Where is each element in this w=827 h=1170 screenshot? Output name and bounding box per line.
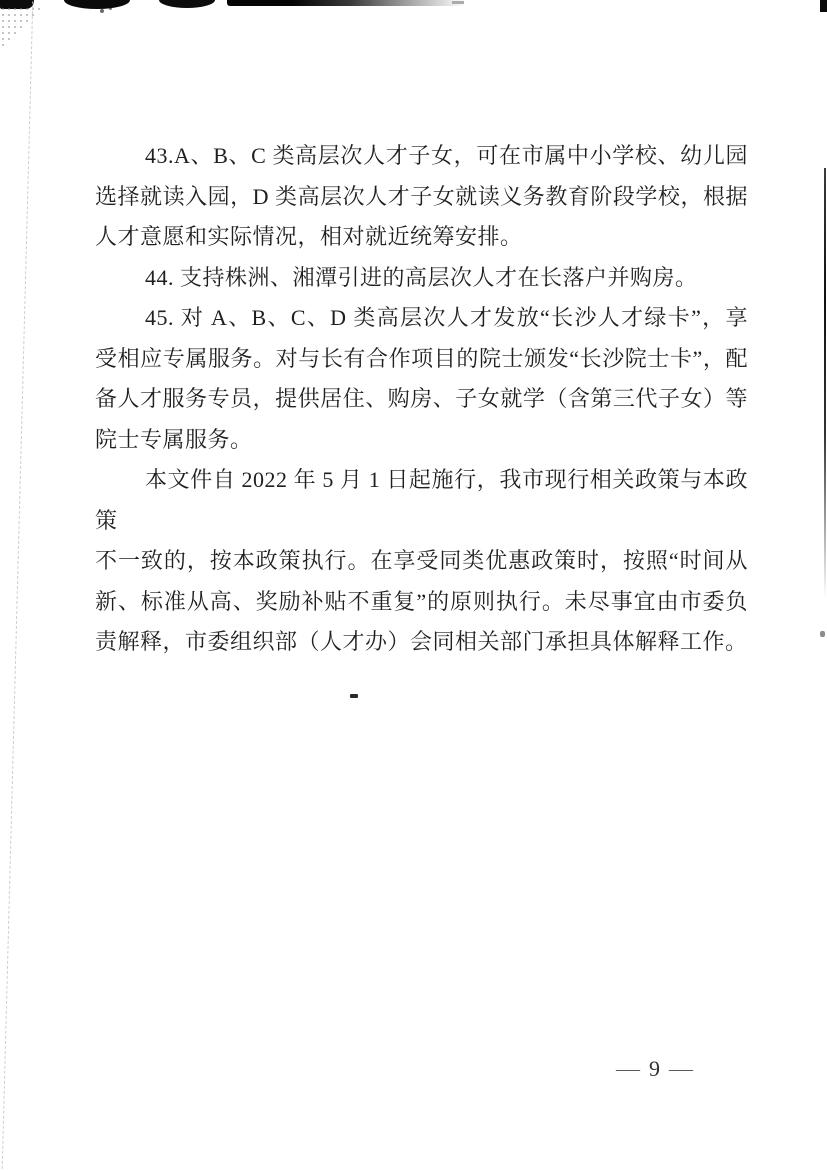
text-line: 不一致的，按本政策执行。在享受同类优惠政策时，按照“时间从 bbox=[95, 548, 748, 573]
text-line: 责解释，市委组织部（人才办）会同相关部门承担具体解释工作。 bbox=[95, 629, 748, 654]
text-line: 受相应专属服务。对与长有合作项目的院士颁发“长沙院士卡”，配 bbox=[95, 345, 748, 371]
page-number bbox=[618, 1056, 691, 1082]
scan-artifact-right-edge-line bbox=[824, 168, 826, 598]
text-line: 45. 对 A、B、C、D 类高层次人才发放“长沙人才绿卡”，享 bbox=[145, 305, 748, 330]
text-line: 44. 支持株洲、湘潭引进的高层次人才在长落户并购房。 bbox=[145, 264, 698, 290]
paragraph-item-44 bbox=[95, 258, 748, 299]
scan-artifact-top-dash bbox=[452, 1, 464, 4]
text-line: 本文件自 2022 年 5 月 1 日起施行，我市现行相关政策与本政策 bbox=[95, 467, 748, 533]
page-number-value: 9 bbox=[649, 1056, 660, 1081]
scan-artifact-top-blob bbox=[159, 0, 215, 8]
scan-artifact-fold-line bbox=[2, 0, 34, 1170]
paragraph-closing bbox=[95, 460, 748, 663]
scan-artifact-speck bbox=[350, 694, 358, 698]
text-line: 新、标准从高、奖励补贴不重复”的原则执行。未尽事宜由市委负 bbox=[95, 588, 748, 614]
text-line: 备人才服务专员，提供居住、购房、子女就学（含第三代子女）等 bbox=[95, 386, 748, 411]
scan-artifact-top-right-mark bbox=[820, 0, 827, 12]
text-line: 43.A、B、C 类高层次人才子女，可在市属中小学校、幼儿园 bbox=[145, 143, 748, 168]
scan-artifact-top-strip bbox=[227, 0, 465, 6]
scan-artifact-top-blob bbox=[64, 0, 130, 9]
page-number-dash-left: — bbox=[616, 1058, 640, 1080]
text-line: 人才意愿和实际情况，相对就近统筹安排。 bbox=[95, 224, 523, 249]
document-body bbox=[95, 136, 748, 663]
scan-artifact-corner-speckle bbox=[0, 6, 46, 52]
text-line: 选择就读入园，D 类高层次人才子女就读义务教育阶段学校，根据 bbox=[95, 183, 748, 209]
page-number-dash-right: — bbox=[669, 1058, 693, 1080]
text-line: 院士专属服务。 bbox=[95, 426, 253, 452]
scan-artifact-speck bbox=[820, 631, 825, 637]
scan-artifact-speck bbox=[100, 9, 104, 13]
paragraph-item-45 bbox=[95, 298, 748, 460]
paragraph-item-43 bbox=[95, 136, 748, 258]
